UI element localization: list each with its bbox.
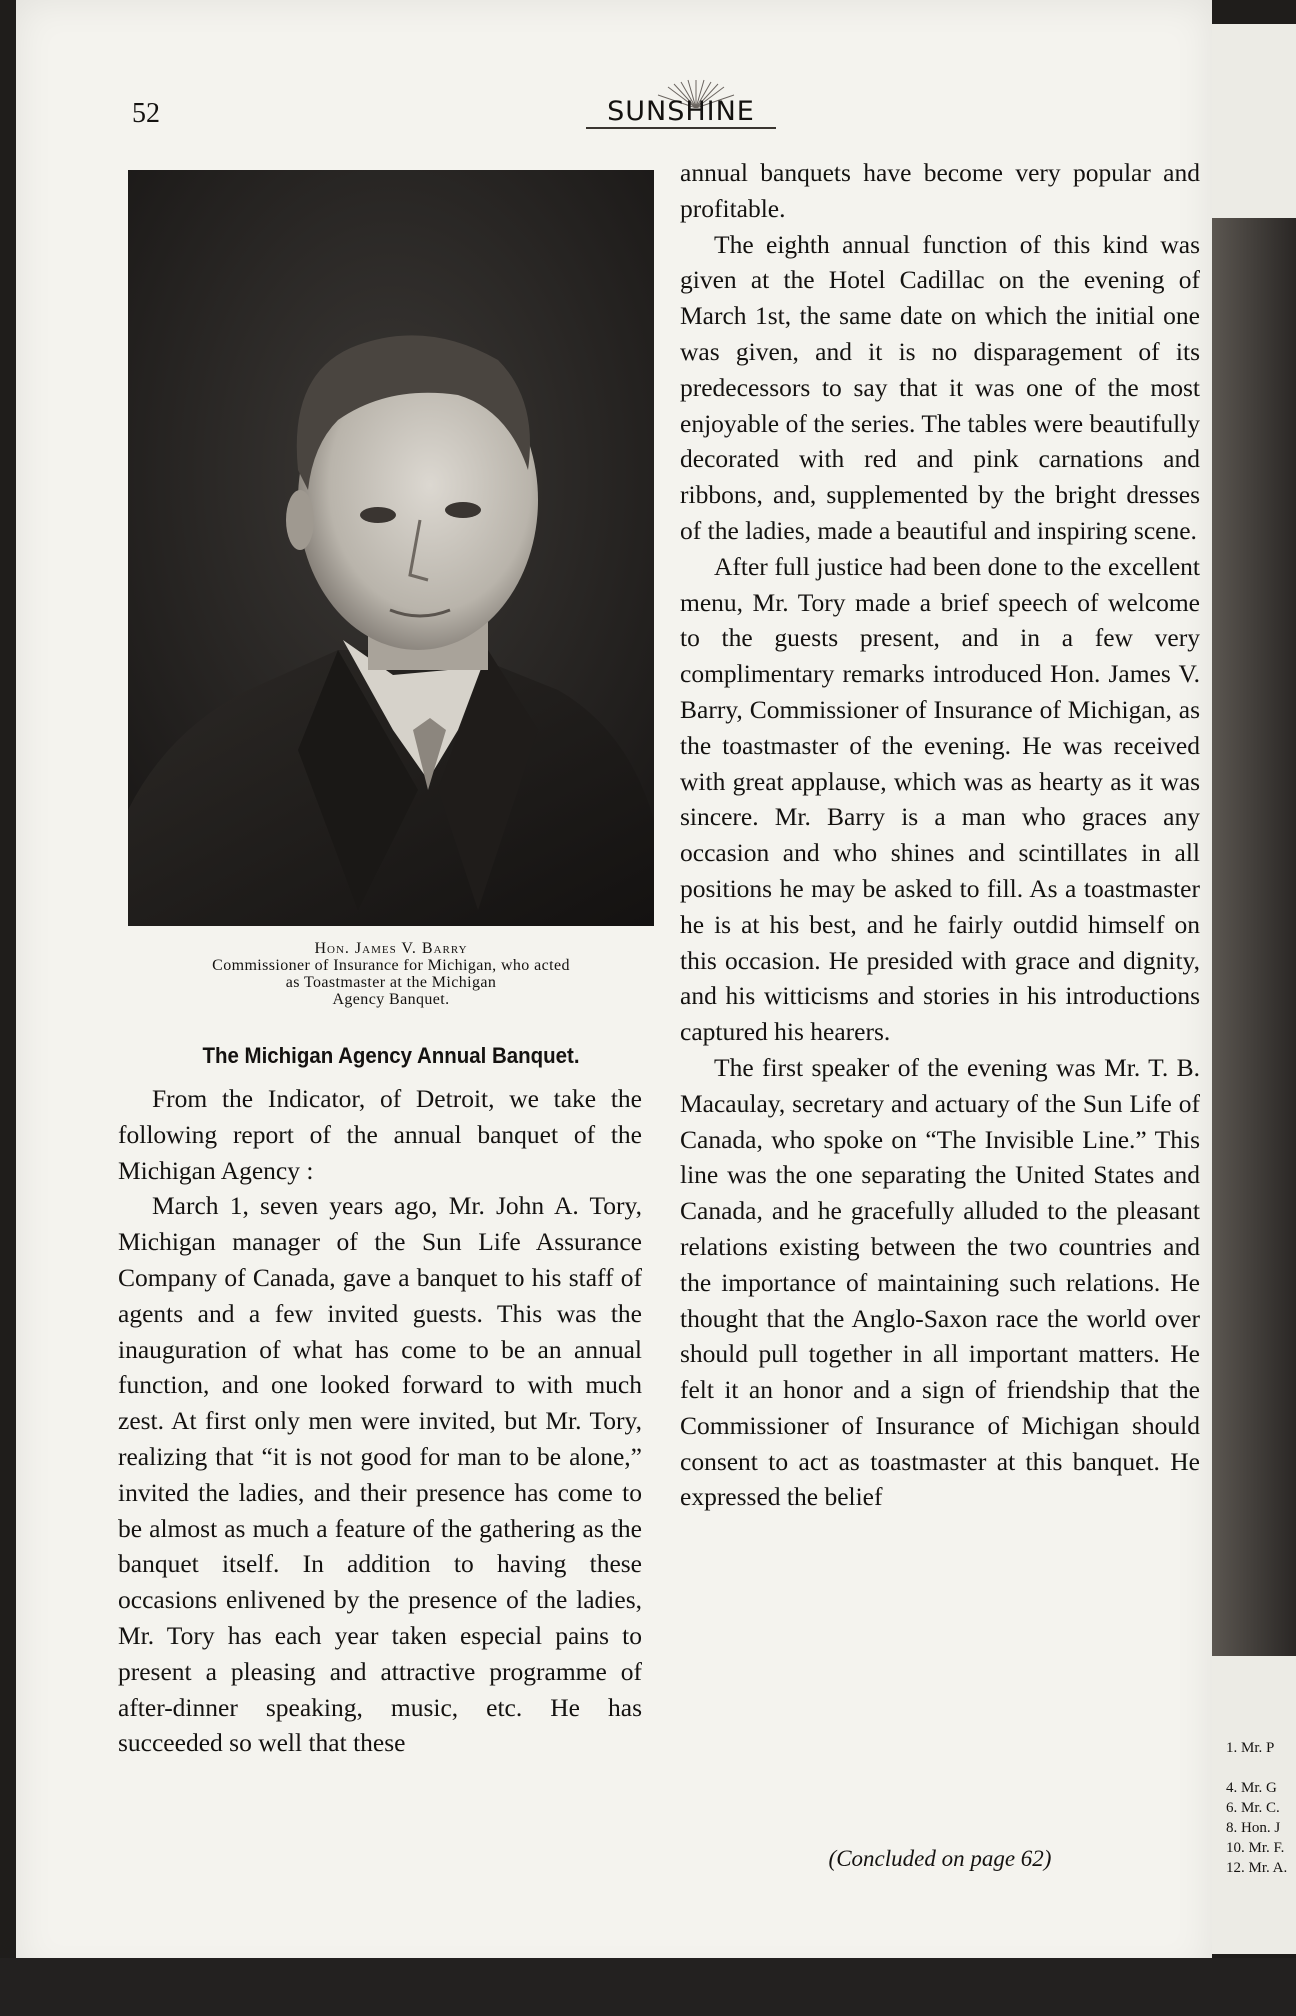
caption-line: Commissioner of Insurance for Michigan, who acted [212,957,570,974]
adjacent-page-caption-list [1226,1738,1287,1878]
caption-line: as Toastmaster at the Michigan [285,974,497,991]
scan-bottom-edge [0,1958,1296,2016]
running-title: SUNSHINE [586,96,776,129]
page-number: 52 [132,98,160,129]
adjacent-list-item: 1. Mr. P [1226,1740,1275,1756]
adjacent-list-item: 10. Mr. F. [1226,1840,1285,1856]
portrait-image [128,170,654,926]
adjacent-list-item: 8. Hon. J [1226,1820,1281,1836]
caption-name: Hon. James V. Barry [314,940,468,957]
article-paragraph: After full justice had been done to the excellent menu, Mr. Tory made a brief speech of welcome to the guests present, and in a few very complimentary remarks introduced Hon. James V. Barry, Commissioner of Insurance of Michigan, as the toastmaster of the evening. He was received with great applause, which was as hearty as it was sincere. Mr. Barry is a man who graces any occasion and who shines and scintillates in all positions he may be asked to fill. As a toastmaster he is at his best, and he fairly outdid himself on this occasion. He presided with grace and dignity, and his witticisms and stories in his introductions captured his hearers. [680,551,1200,1047]
caption-line: Agency Banquet. [332,991,450,1008]
adjacent-list-item: 4. Mr. G [1226,1780,1277,1796]
left-column [118,1081,642,1761]
right-column [680,155,1200,1515]
adjacent-page-photo [1206,218,1296,1656]
adjacent-list-item: 12. Mr. A. [1226,1860,1288,1876]
adjacent-list-item: 6. Mr. C. [1226,1800,1280,1816]
article-paragraph: The eighth annual function of this kind was given at the Hotel Cadillac on the evening of March 1st, the same date on which the initial one was given, and it is no disparagement of its predecessors to say that it was one of the most enjoyable of the series. The tables were beautifully decorated with red and pink carnations and ribbons, and, supplemented by the bright dresses of the ladies, made a beautiful and inspiring scene. [680,229,1200,545]
magazine-page [16,0,1212,1978]
article-paragraph: March 1, seven years ago, Mr. John A. Tory, Michigan manager of the Sun Life Assurance Company of Canada, gave a banquet to his staff of agents and a few invited guests. This was the inauguration of what has come to be an annual function, and one looked forward to with much zest. At first only men were invited, but Mr. Tory, realizing that “it is not good for man to be alone,” invited the ladies, and their presence has come to be almost as much a feature of the gathering as the banquet itself. In addition to having these occasions enlivened by the presence of the ladies, Mr. Tory has each year taken especial pains to present a pleasing and attractive programme of after-dinner speaking, music, etc. He has succeeded so well that these [118,1191,642,1758]
article-paragraph: From the Indicator, of Detroit, we take the following report of the annual banquet of the Michigan Agency : [118,1084,642,1185]
portrait-photo [128,170,654,926]
article-paragraph-continued: annual banquets have become very popular and profitable. [680,158,1200,223]
article-paragraph: The first speaker of the evening was Mr. T. B. Macaulay, secretary and actuary of the Sun Life of Canada, who spoke on “The Invisible Line.” This line was the one separating the United States and Canada, and he gracefully alluded to the pleasant relations existing between the two countries and the importance of maintaining such relations. He thought that the Anglo-Saxon race the world over should pull together in all important matters. He felt it an honor and a sign of friendship that the Commissioner of Insurance of Michigan should consent to act as toastmaster at this banquet. He expressed the belief [680,1052,1200,1512]
photo-caption [128,940,654,1008]
continuation-note: (Concluded on page 62) [828,1846,1052,1871]
article-heading: The Michigan Agency Annual Banquet. [202,1043,580,1068]
